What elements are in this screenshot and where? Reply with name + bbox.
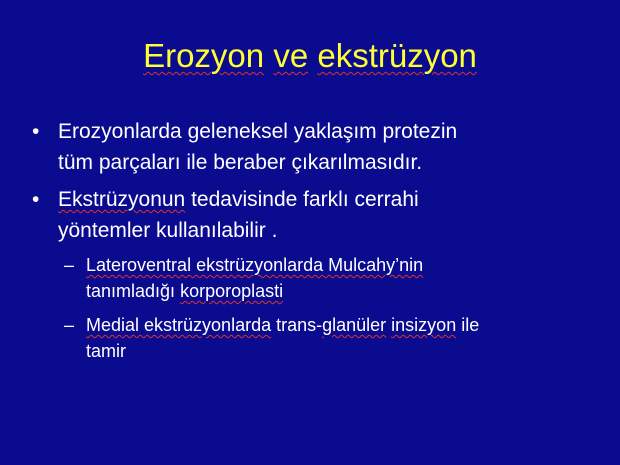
sub2-ile: ile: [456, 315, 480, 335]
sub2-line1: [86, 312, 600, 338]
bullet-dot-icon: •: [32, 188, 40, 211]
bullet-erozyon: [0, 116, 620, 178]
sub1-text-underlined: Lateroventral ekstrüzyonlarda Mulcahy’nin: [86, 255, 424, 275]
sub1-tanimladigi: tanımladığı: [86, 281, 181, 301]
title-word-erozyon: Erozyon: [143, 37, 265, 74]
dash-icon: –: [64, 315, 75, 335]
sub1-line2: [86, 278, 600, 304]
title-word-ekstruzyon: ekstrüzyon: [317, 37, 477, 74]
subbullet-lateroventral: [0, 252, 620, 304]
sub2-insizyon: insizyon: [391, 315, 457, 335]
sub1-korporoplasti: korporoplasti: [180, 281, 284, 301]
bullet2-line1: [58, 184, 600, 215]
slide-title: [0, 36, 620, 76]
slide-content: [0, 116, 620, 372]
bullet1-line1: Erozyonlarda geleneksel yaklaşım protezin: [58, 120, 458, 143]
sub2-trans: trans-: [271, 315, 323, 335]
bullet2-rest: tedavisinde farklı cerrahi: [185, 188, 419, 211]
bullet-dot-icon: •: [32, 120, 40, 143]
sub2-medial-ekstruzyonlarda: Medial ekstrüzyonlarda: [86, 315, 272, 335]
bullet-ekstruzyon: [0, 184, 620, 246]
bullet2-line2: yöntemler kullanılabilir .: [58, 219, 278, 242]
sub2-glanuler: glanüler: [322, 315, 387, 335]
title-word-ve: ve: [273, 37, 309, 74]
dash-icon: –: [64, 255, 75, 275]
bullet1-line2: tüm parçaları ile beraber çıkarılmasıdır.: [58, 151, 423, 174]
sub1-line1: [86, 252, 600, 278]
subbullet-medial: [0, 312, 620, 364]
sub2-line2: tamir: [86, 341, 126, 361]
bullet2-word-ekstruzyonun: Ekstrüzyonun: [58, 188, 186, 211]
